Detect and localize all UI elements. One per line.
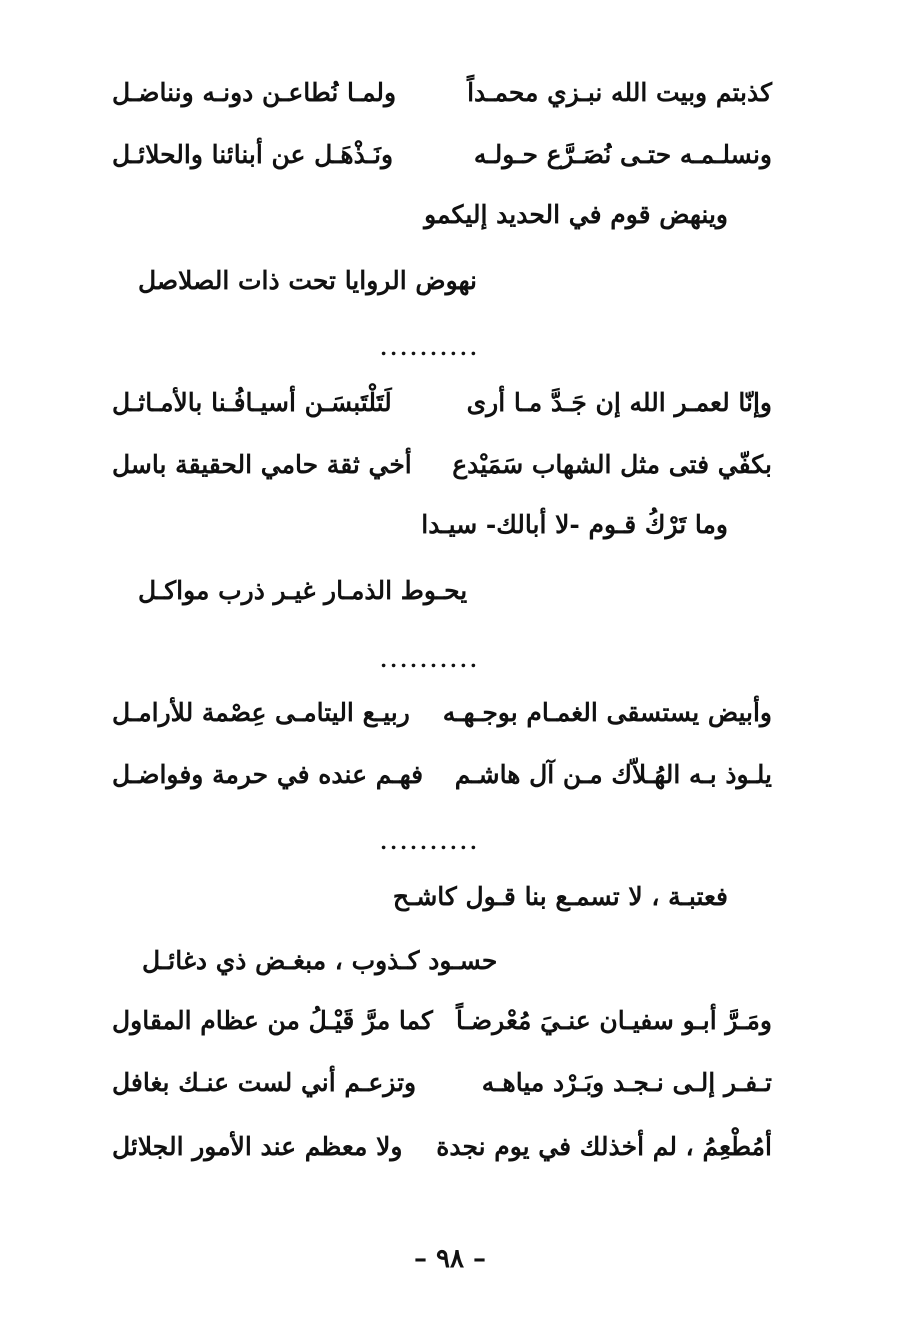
split-verse-first: وينهض قوم في الحديد إليكمو	[424, 200, 728, 229]
section-separator: ..........	[380, 830, 480, 854]
first-hemistich: كذبتم وبيت الله نبـزي محمـداً	[467, 78, 772, 107]
first-hemistich: يلـوذ بـه الهُـلاّك مـن آل هاشـم	[454, 760, 772, 789]
first-hemistich: بكفّي فتى مثل الشهاب سَمَيْدع	[452, 450, 772, 479]
second-hemistich: ولا معظم عند الأمور الجلائل	[112, 1132, 403, 1161]
first-hemistich: وأبيض يستسقى الغمـام بوجـهـه	[442, 698, 772, 727]
poem-couplet	[112, 696, 772, 732]
second-hemistich: ولمـا نُطاعـن دونـه ونناضـل	[112, 78, 397, 107]
first-hemistich: ونسلـمـه حتـى نُصَـرَّع حـولـه	[473, 140, 772, 169]
first-hemistich: وإنّا لعمـر الله إن جَـدَّ مـا أرى	[466, 388, 772, 417]
section-separator: ..........	[380, 336, 480, 360]
split-verse-second: نهوض الروايا تحت ذات الصلاصل	[138, 266, 477, 295]
second-hemistich: ونَـذْهَـل عن أبنائنا والحلائـل	[112, 140, 394, 169]
first-hemistich: تـفـر إلـى نـجـد وبَـرْد مياهـه	[481, 1068, 772, 1097]
poem-couplet	[112, 758, 772, 794]
poem-couplet	[112, 448, 772, 484]
page-number: – ٩٨ –	[413, 1244, 487, 1274]
poem-couplet	[112, 1066, 772, 1102]
split-verse-second: حسـود كـذوب ، مبغـض ذي دغائـل	[142, 946, 498, 975]
split-verse-first: فعتبـة ، لا تسمـع بنا قـول كاشـح	[392, 882, 728, 911]
poem-couplet	[112, 138, 772, 174]
second-hemistich: كما مرَّ قَيْـلُ من عظام المقاول	[112, 1006, 433, 1035]
second-hemistich: ربيـع اليتامـى عِصْمة للأرامـل	[112, 698, 410, 727]
split-verse-second: يحـوط الذمـار غيـر ذرب مواكـل	[138, 576, 468, 605]
first-hemistich: ومَـرَّ أبـو سفيـان عنـيَ مُعْرضـاً	[455, 1006, 772, 1035]
poem-couplet	[112, 1004, 772, 1040]
poem-couplet	[112, 1130, 772, 1166]
second-hemistich: أخي ثقة حامي الحقيقة باسل	[112, 450, 412, 479]
section-separator: ..........	[380, 648, 480, 672]
second-hemistich: وتزعـم أني لست عنـك بغافل	[112, 1068, 417, 1097]
first-hemistich: أمُطْعِمُ ، لم أخذلك في يوم نجدة	[436, 1132, 772, 1161]
second-hemistich: فهـم عنده في حرمة وفواضـل	[112, 760, 424, 789]
poem-couplet	[112, 386, 772, 422]
poem-couplet	[112, 76, 772, 112]
second-hemistich: لَتَلْتَبسَـن أسيـافُـنا بالأمـاثـل	[112, 388, 392, 417]
split-verse-first: وما تَرْكُ قـوم -لا أبالك- سيـدا	[421, 510, 728, 539]
